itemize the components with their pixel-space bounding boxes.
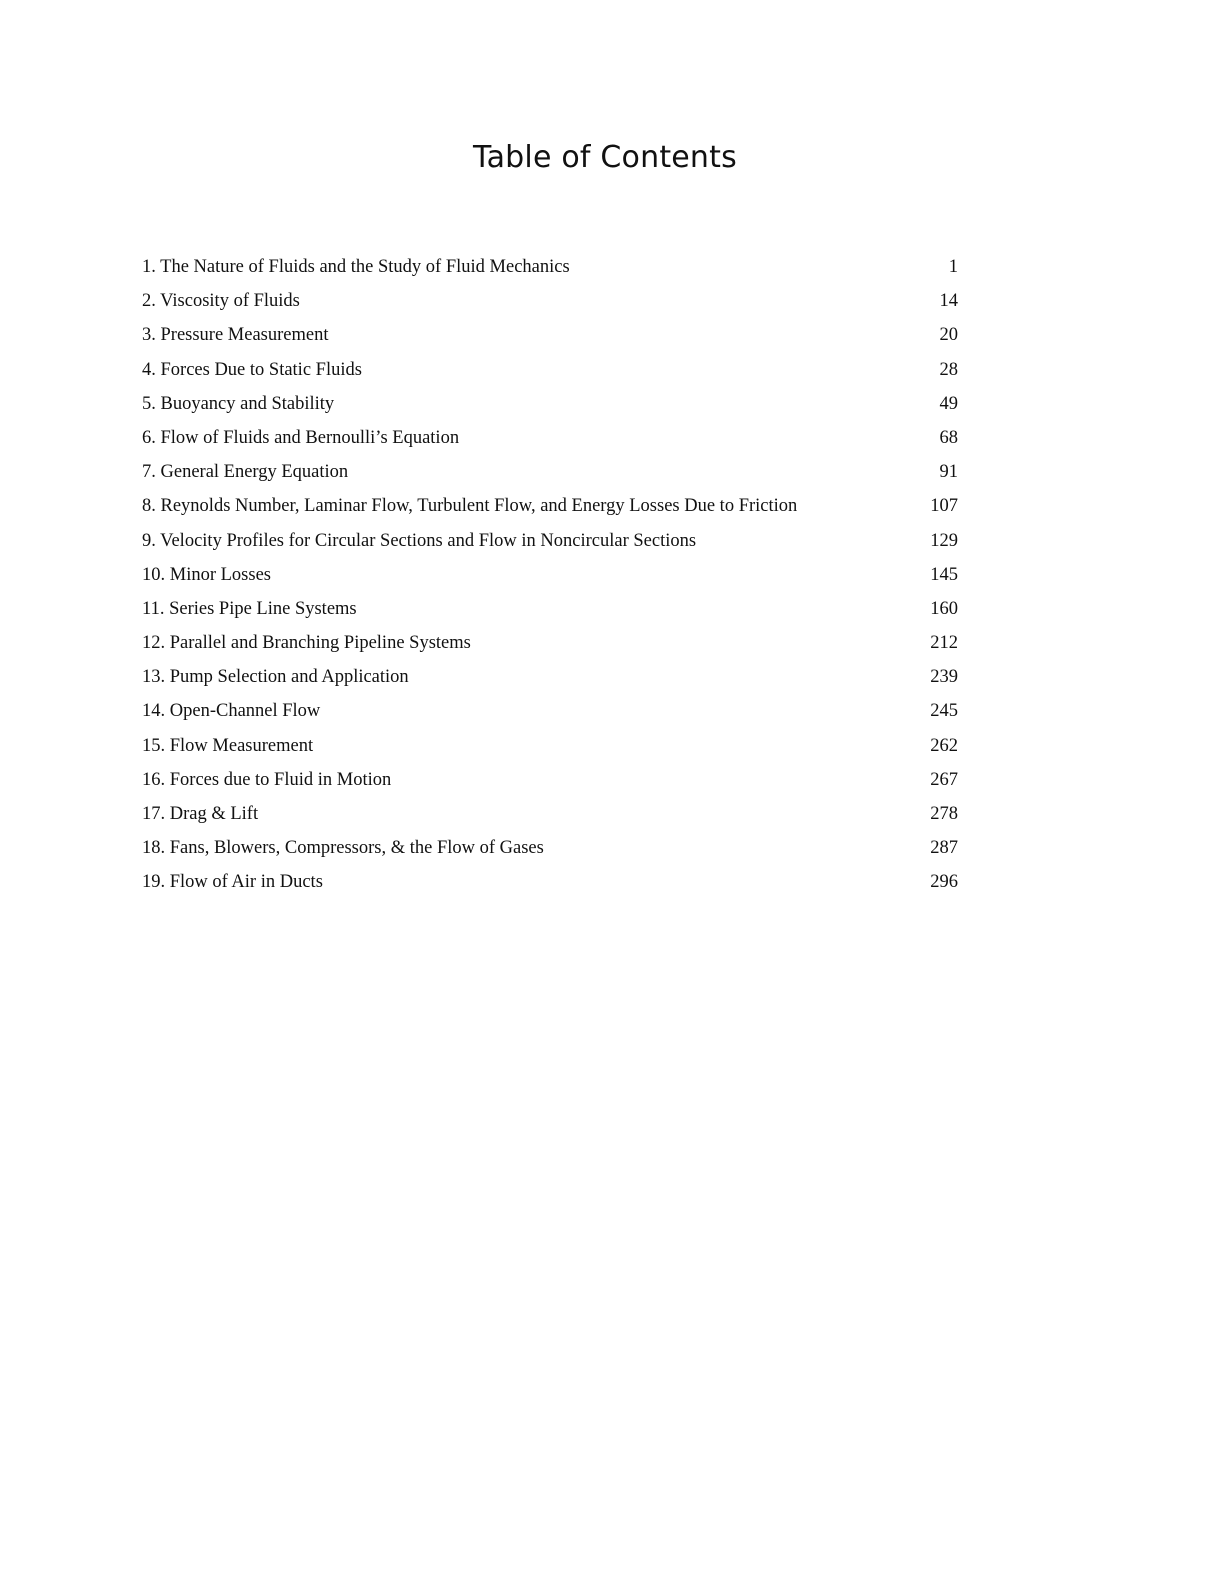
toc-entry-label: 18. Fans, Blowers, Compressors, & the Flow of Gases bbox=[142, 838, 544, 859]
toc-entry-label: 19. Flow of Air in Ducts bbox=[142, 872, 323, 893]
toc-entry-page: 262 bbox=[930, 735, 958, 756]
toc-entry-label: 8. Reynolds Number, Laminar Flow, Turbulent Flow, and Energy Losses Due to Friction bbox=[142, 496, 798, 517]
toc-entry[interactable] bbox=[142, 694, 958, 728]
toc-entry-label: 15. Flow Measurement bbox=[142, 735, 314, 756]
toc-entry-page: 91 bbox=[939, 462, 958, 483]
toc-entry[interactable] bbox=[142, 626, 958, 660]
toc-entry[interactable] bbox=[142, 284, 958, 318]
toc-entry-page: 245 bbox=[930, 701, 958, 722]
toc-entry[interactable] bbox=[142, 660, 958, 694]
toc-entry-label: 7. General Energy Equation bbox=[142, 462, 349, 483]
toc-entry[interactable] bbox=[142, 763, 958, 797]
toc-entry[interactable] bbox=[142, 421, 958, 455]
toc-entry-label: 2. Viscosity of Fluids bbox=[142, 291, 300, 312]
toc-entry-label: 4. Forces Due to Static Fluids bbox=[142, 359, 362, 380]
toc-entry[interactable] bbox=[142, 865, 958, 899]
toc-entry[interactable] bbox=[142, 558, 958, 592]
toc-entry-page: 287 bbox=[930, 838, 958, 859]
toc-entry-page: 49 bbox=[939, 393, 958, 414]
toc-entry[interactable] bbox=[142, 797, 958, 831]
table-of-contents bbox=[142, 250, 958, 900]
toc-entry-label: 9. Velocity Profiles for Circular Sections and Flow in Noncircular Sections bbox=[142, 530, 697, 551]
toc-entry-label: 1. The Nature of Fluids and the Study of Fluid Mechanics bbox=[142, 257, 570, 277]
toc-entry-label: 17. Drag & Lift bbox=[142, 804, 259, 824]
page-title: Table of Contents bbox=[473, 140, 737, 175]
toc-entry-page: 1 bbox=[948, 257, 958, 277]
toc-entry-page: 145 bbox=[930, 564, 958, 585]
toc-entry-label: 6. Flow of Fluids and Bernoulli’s Equation bbox=[142, 427, 460, 448]
toc-entry-page: 160 bbox=[930, 598, 958, 619]
toc-entry-page: 267 bbox=[930, 769, 958, 790]
toc-entry-page: 14 bbox=[939, 291, 958, 312]
toc-entry[interactable] bbox=[142, 592, 958, 626]
toc-entry-page: 278 bbox=[930, 804, 958, 824]
toc-entry[interactable] bbox=[142, 729, 958, 763]
toc-entry-label: 16. Forces due to Fluid in Motion bbox=[142, 769, 392, 790]
toc-entry[interactable] bbox=[142, 318, 958, 352]
toc-entry[interactable] bbox=[142, 250, 958, 284]
toc-entry-label: 10. Minor Losses bbox=[142, 564, 271, 585]
toc-entry-page: 212 bbox=[930, 633, 958, 654]
toc-entry-page: 239 bbox=[930, 667, 958, 688]
toc-entry[interactable] bbox=[142, 353, 958, 387]
toc-entry[interactable] bbox=[142, 489, 958, 523]
toc-entry[interactable] bbox=[142, 387, 958, 421]
toc-entry-label: 3. Pressure Measurement bbox=[142, 325, 329, 346]
toc-entry-page: 20 bbox=[939, 325, 958, 346]
toc-entry[interactable] bbox=[142, 455, 958, 489]
toc-entry-page: 296 bbox=[930, 872, 958, 893]
toc-entry-page: 28 bbox=[939, 359, 958, 380]
toc-entry-page: 107 bbox=[930, 496, 958, 517]
toc-entry-label: 5. Buoyancy and Stability bbox=[142, 393, 335, 414]
toc-entry-label: 11. Series Pipe Line Systems bbox=[142, 598, 357, 619]
toc-entry-page: 129 bbox=[930, 530, 958, 551]
toc-entry[interactable] bbox=[142, 524, 958, 558]
toc-entry-label: 13. Pump Selection and Application bbox=[142, 667, 409, 688]
toc-entry-label: 12. Parallel and Branching Pipeline Systems bbox=[142, 633, 471, 654]
toc-entry-label: 14. Open-Channel Flow bbox=[142, 701, 321, 722]
toc-entry-page: 68 bbox=[939, 427, 958, 448]
toc-entry[interactable] bbox=[142, 831, 958, 865]
